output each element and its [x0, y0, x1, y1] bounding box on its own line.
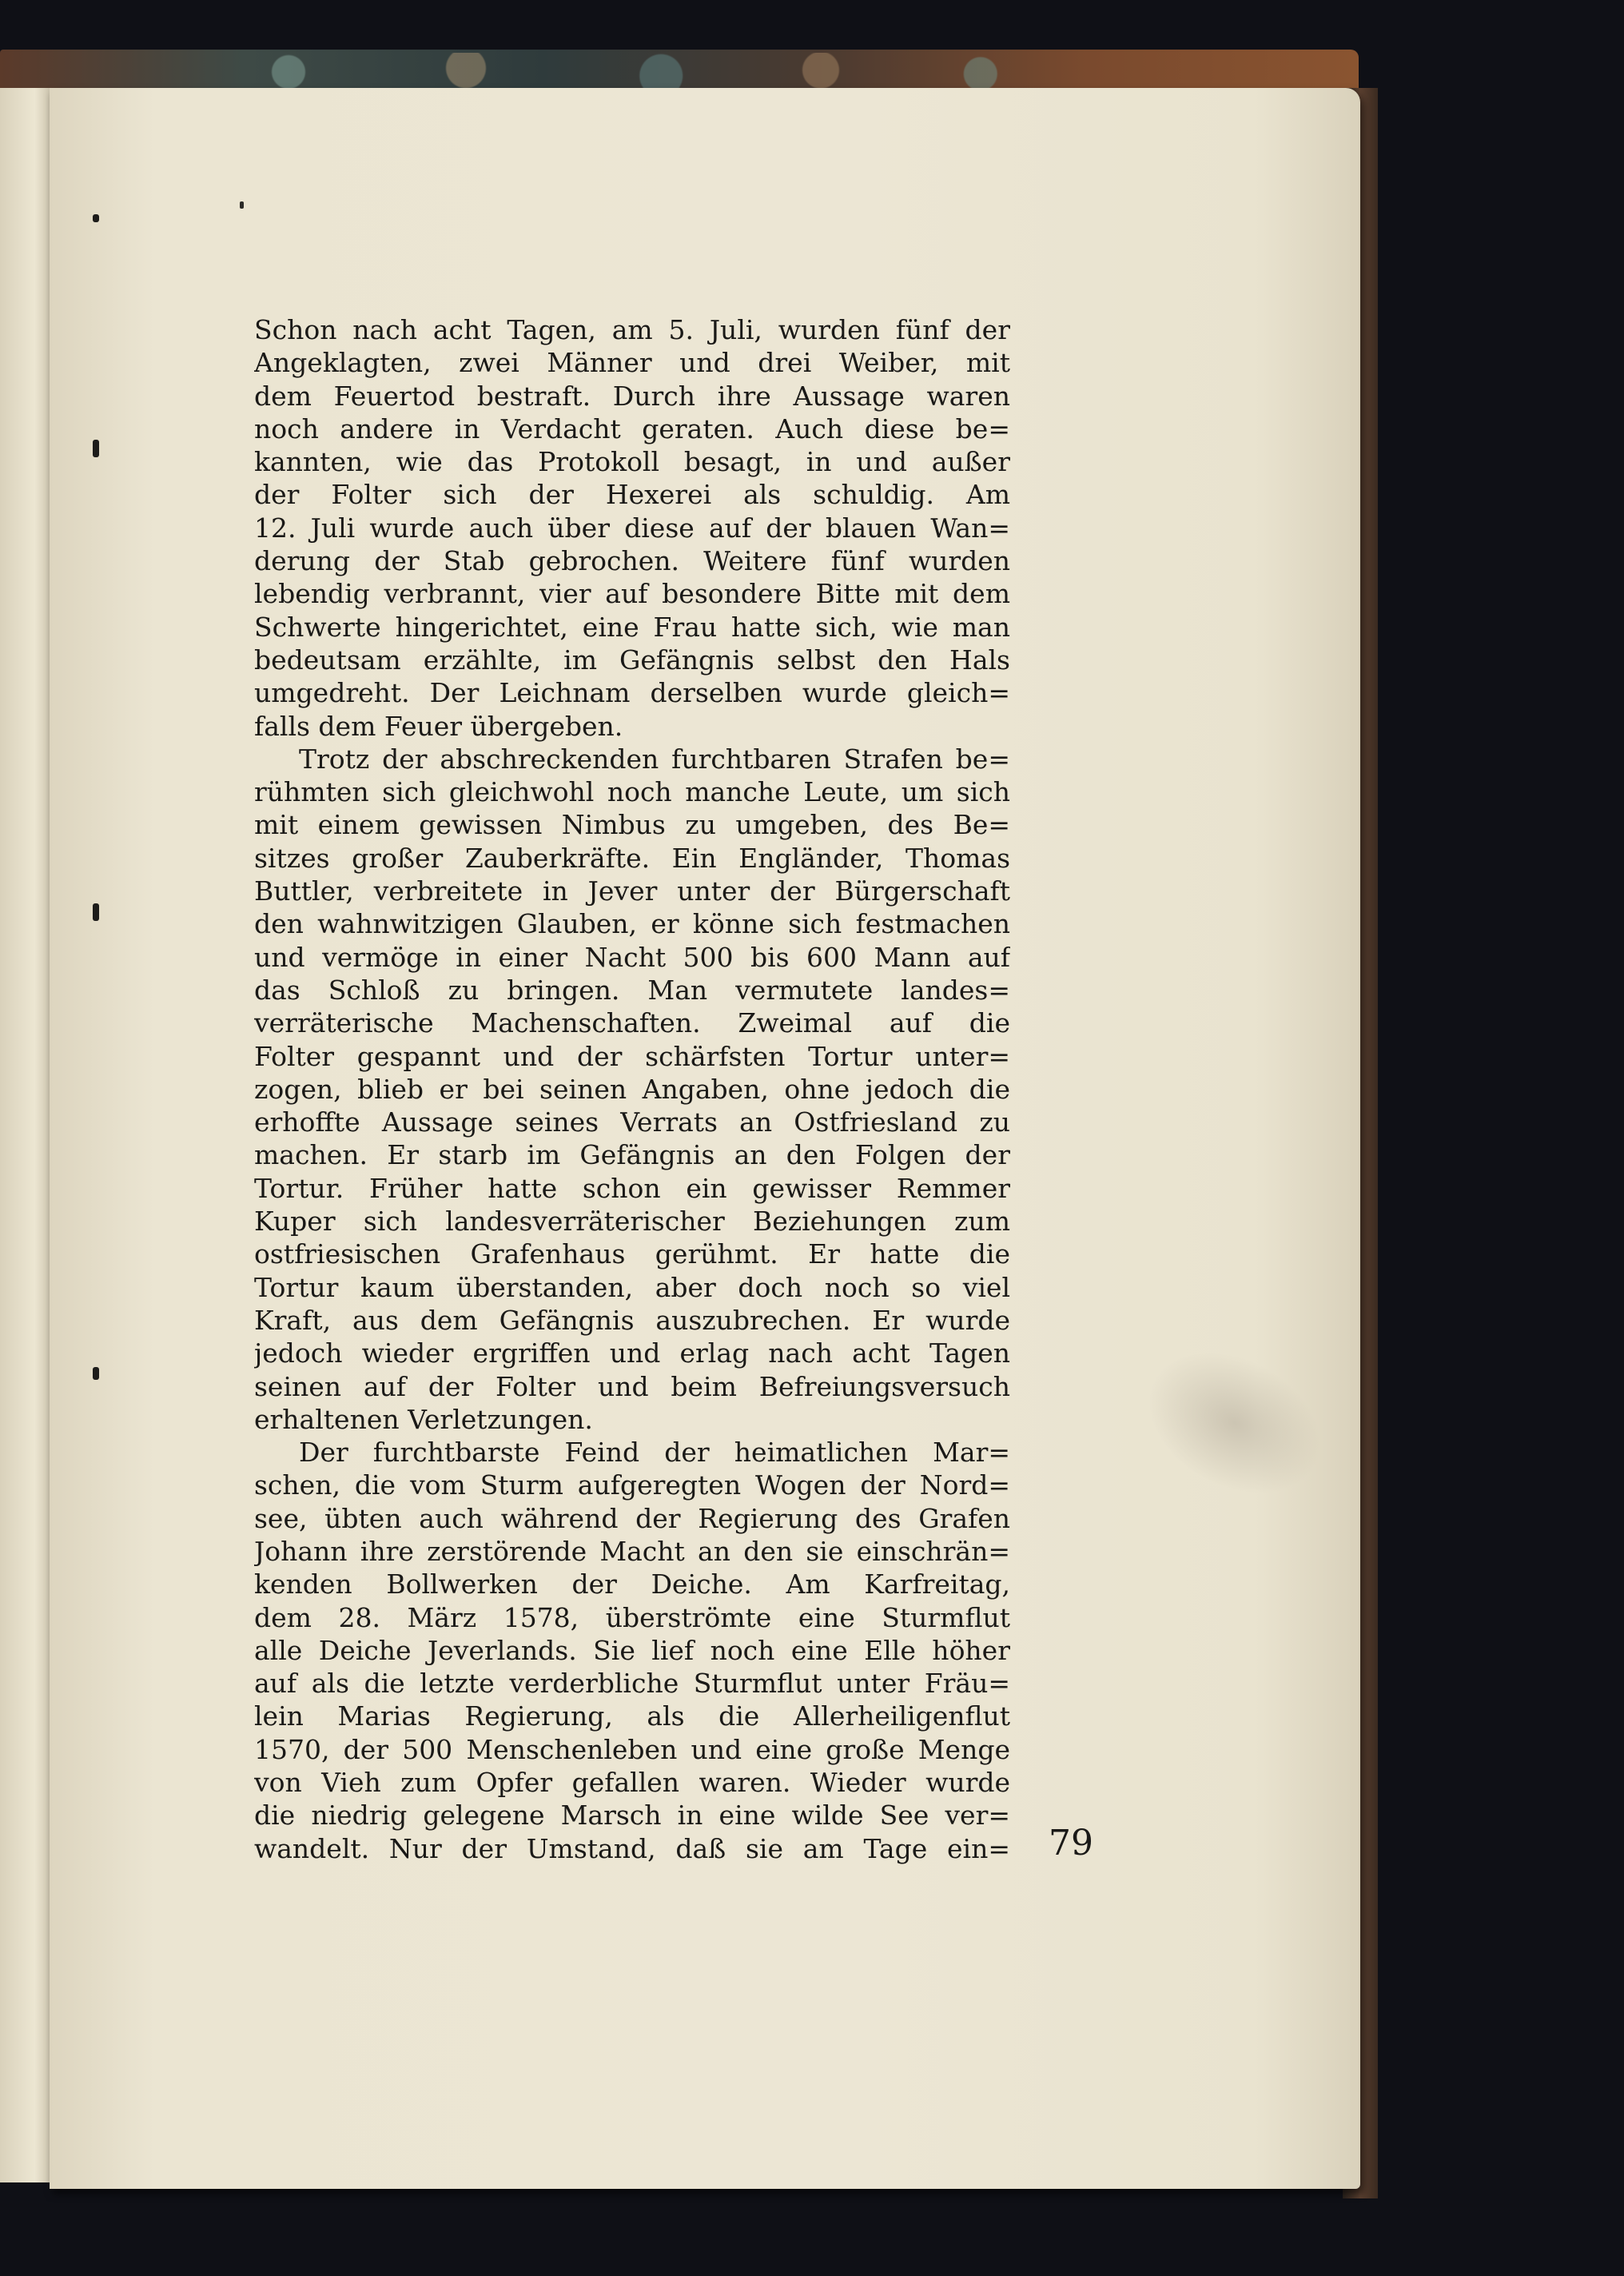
text-line: lein Marias Regierung, als die Allerheiligenflut	[254, 1700, 1010, 1732]
text-line: wandelt. Nur der Umstand, daß sie am Tage ein=	[254, 1832, 1010, 1864]
text-line: Schwerte hingerichtet, eine Frau hatte sich, wie man	[254, 611, 1010, 643]
gutter-mark	[93, 440, 99, 457]
text-line: Tortur kaum überstanden, aber doch noch so viel	[254, 1271, 1010, 1303]
text-line: seinen auf der Folter und beim Befreiungsversuch	[254, 1370, 1010, 1402]
text-line: noch andere in Verdacht geraten. Auch diese be=	[254, 413, 1010, 444]
text-line: auf als die letzte verderbliche Sturmflut unter Fräu=	[254, 1668, 1010, 1700]
text-line: Folter gespannt und der schärfsten Tortur unter=	[254, 1040, 1010, 1072]
text-line: Trotz der abschreckenden furchtbaren Strafen be=	[299, 743, 1010, 775]
text-line: 12. Juli wurde auch über diese auf der blauen Wan=	[254, 512, 1010, 544]
text-line: Buttler, verbreitete in Jever unter der Bürgerschaft	[254, 875, 1010, 907]
text-line: 1570, der 500 Menschenleben und eine große Menge	[254, 1733, 1010, 1765]
text-line: dem Feuertod bestraft. Durch ihre Aussage waren	[254, 380, 1010, 412]
text-line: kenden Bollwerken der Deiche. Am Karfreitag,	[254, 1568, 1010, 1600]
text-line: sitzes großer Zauberkräfte. Ein Engländer, Thomas	[254, 842, 1010, 874]
text-line: Der furchtbarste Feind der heimatlichen Mar=	[299, 1437, 1010, 1469]
ink-dot	[240, 201, 244, 209]
text-line: ostfriesischen Grafenhaus gerühmt. Er hatte die	[254, 1238, 1010, 1270]
text-line: lebendig verbrannt, vier auf besondere Bitte mit dem	[254, 578, 1010, 610]
text-line: verräterische Machenschaften. Zweimal auf die	[254, 1007, 1010, 1039]
text-line: see, übten auch während der Regierung des Grafen	[254, 1502, 1010, 1534]
text-line: machen. Er starb im Gefängnis an den Folgen der	[254, 1139, 1010, 1171]
text-line: die niedrig gelegene Marsch in eine wilde See ver=	[254, 1800, 1010, 1832]
text-line: Schon nach acht Tagen, am 5. Juli, wurden fünf der	[254, 314, 1010, 345]
text-line: von Vieh zum Opfer gefallen waren. Wieder wurde	[254, 1767, 1010, 1799]
text-line: erhaltenen Verletzungen.	[254, 1403, 593, 1435]
marbled-cover-pattern	[200, 53, 1087, 91]
text-line: der Folter sich der Hexerei als schuldig. Am	[254, 479, 1010, 511]
body-text	[254, 313, 1010, 1865]
text-line: erhoffte Aussage seines Verrats an Ostfriesland zu	[254, 1106, 1010, 1138]
gutter-mark	[93, 1367, 99, 1380]
text-line: dem 28. März 1578, überströmte eine Sturmflut	[254, 1601, 1010, 1633]
text-line: alle Deiche Jeverlands. Sie lief noch eine Elle höher	[254, 1634, 1010, 1666]
text-line: schen, die vom Sturm aufgeregten Wogen der Nord=	[254, 1469, 1010, 1501]
text-line: derung der Stab gebrochen. Weitere fünf wurden	[254, 545, 1010, 577]
text-line: Kuper sich landesverräterischer Beziehungen zum	[254, 1206, 1010, 1238]
text-line: das Schloß zu bringen. Man vermutete landes=	[254, 974, 1010, 1006]
gutter-mark	[93, 903, 99, 921]
text-line: mit einem gewissen Nimbus zu umgeben, des Be=	[254, 809, 1010, 841]
text-line: Angeklagten, zwei Männer und drei Weiber, mit	[254, 347, 1010, 379]
text-line: den wahnwitzigen Glauben, er könne sich festmachen	[254, 908, 1010, 940]
text-line: Johann ihre zerstörende Macht an den sie einschrän=	[254, 1535, 1010, 1567]
text-line: kannten, wie das Protokoll besagt, in und außer	[254, 446, 1010, 478]
text-line: Tortur. Früher hatte schon ein gewisser Remmer	[254, 1172, 1010, 1204]
text-line: bedeutsam erzählte, im Gefängnis selbst den Hals	[254, 644, 1010, 676]
facing-page-edge	[0, 88, 51, 2182]
text-line: jedoch wieder ergriffen und erlag nach acht Tagen	[254, 1337, 1010, 1369]
page-number: 79	[1049, 1823, 1093, 1863]
text-line: Kraft, aus dem Gefängnis auszubrechen. Er wurde	[254, 1304, 1010, 1336]
text-line: falls dem Feuer übergeben.	[254, 710, 623, 742]
text-line: rühmten sich gleichwohl noch manche Leute, um sich	[254, 776, 1010, 808]
text-line: umgedreht. Der Leichnam derselben wurde gleich=	[254, 677, 1010, 709]
gutter-mark	[93, 214, 99, 222]
text-line: und vermöge in einer Nacht 500 bis 600 Mann auf	[254, 941, 1010, 973]
text-line: zogen, blieb er bei seinen Angaben, ohne jedoch die	[254, 1073, 1010, 1105]
